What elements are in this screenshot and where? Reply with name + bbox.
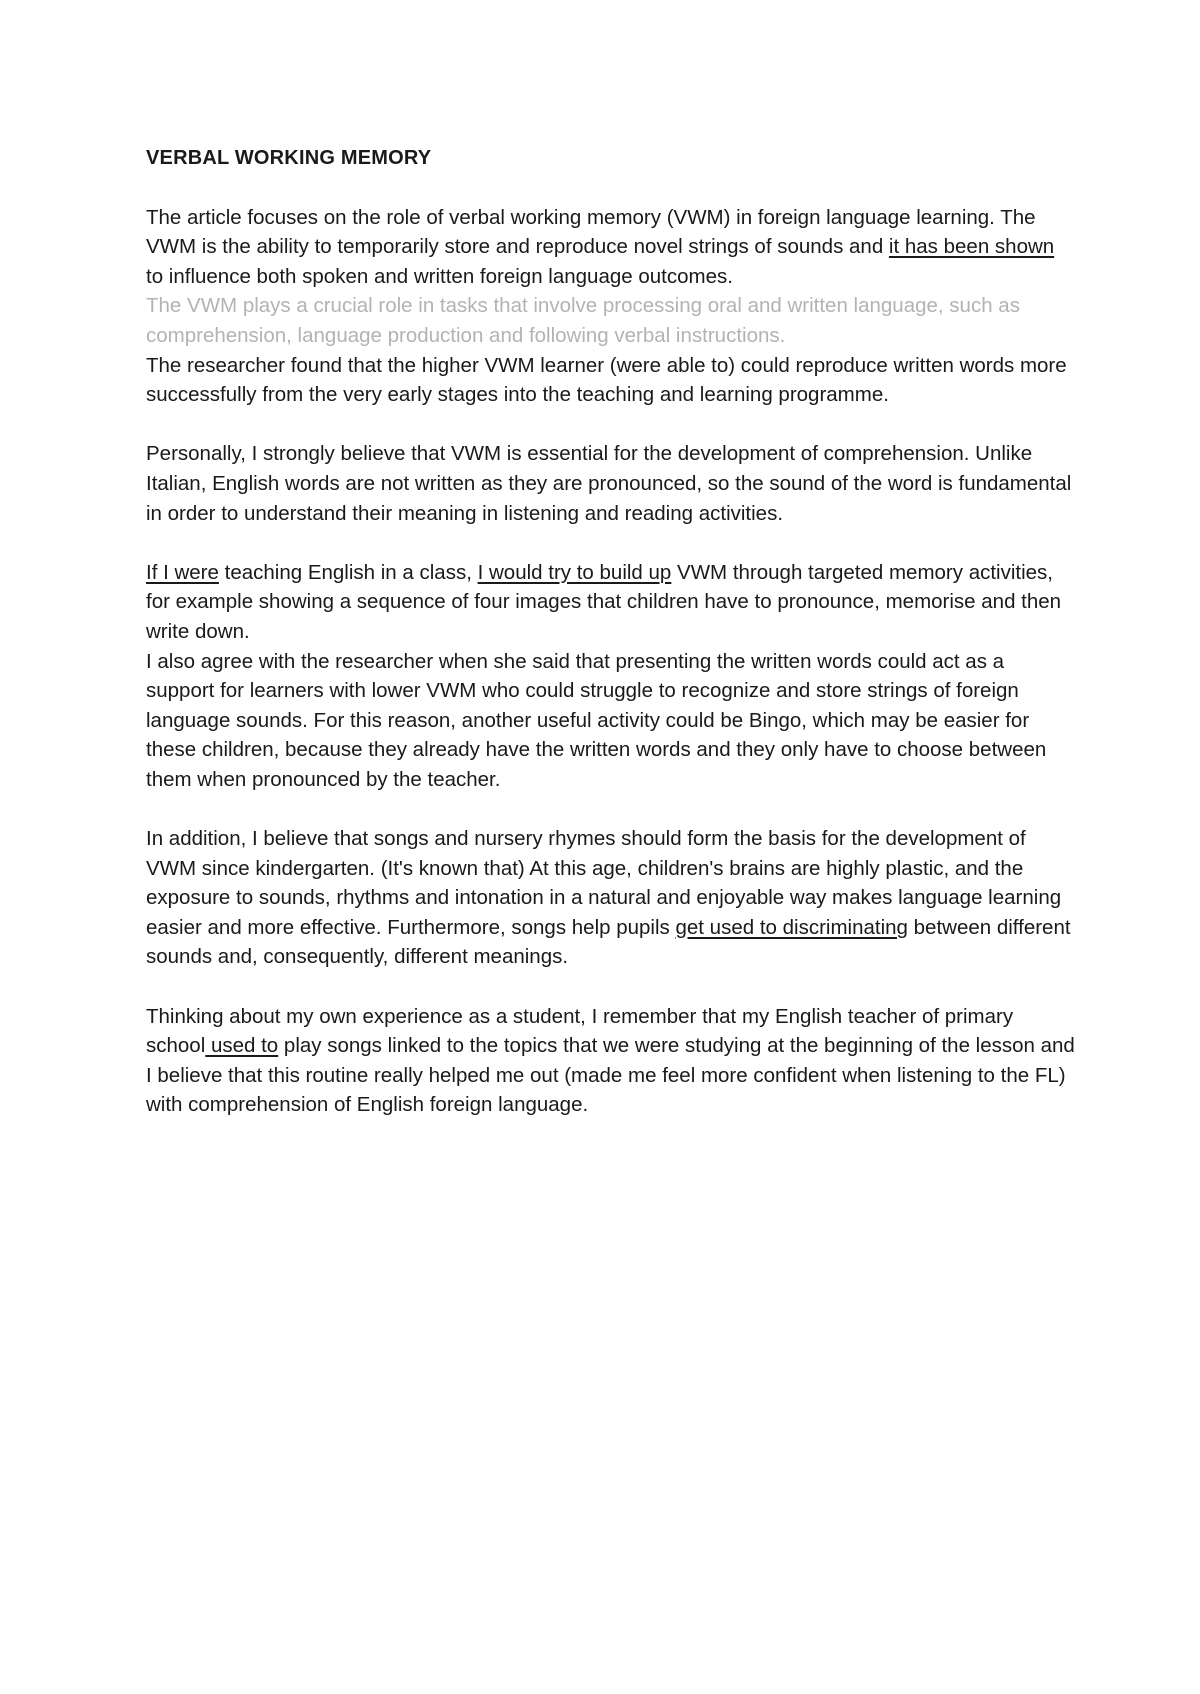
p3-underlined-phrase-2: I would try to build up bbox=[477, 560, 672, 584]
p3-text-a: teaching English in a class, bbox=[218, 560, 478, 584]
paragraph-1-continued: The researcher found that the higher VWM learner (were able to) could reproduce written words more successfully from the very early stages into the teaching and learning programme. bbox=[146, 353, 1067, 407]
paragraph-4 bbox=[146, 824, 1076, 972]
p4-text-b: between different sounds and, consequently, different meanings. bbox=[146, 915, 1071, 969]
paragraph-gap bbox=[146, 528, 1076, 558]
p4-text-a: In addition, I believe that songs and nursery rhymes should form the basis for the development of VWM since kindergarten. (It's known that) At this age, children's brains are highly plastic, and the exposure to sounds, rhythms and intonation in a natural and enjoyable way makes language learning easier and more effective. Furthermore, songs help pupils bbox=[146, 827, 1062, 939]
paragraph-1-faded-sentence: The VWM plays a crucial role in tasks that involve processing oral and written language, such as comprehension, language production and following verbal instructions. bbox=[146, 294, 1020, 347]
paragraph-gap bbox=[146, 410, 1076, 440]
p3-text-b: VWM through targeted memory activities, for example showing a sequence of four images that children have to pronounce, memorise and then write down. bbox=[146, 560, 1062, 643]
p1-text-b: to influence both spoken and written foreign language outcomes. bbox=[146, 264, 733, 288]
document-title: VERBAL WORKING MEMORY bbox=[146, 147, 432, 169]
p1-text-a: The article focuses on the role of verbal working memory (VWM) in foreign language learning. The VWM is the ability to temporarily store and reproduce novel strings of sounds and bbox=[146, 205, 1036, 259]
p1-underlined-phrase: it has been shown bbox=[888, 235, 1055, 259]
p5-underlined-phrase: used to bbox=[205, 1034, 279, 1058]
p5-text-a: Thinking about my own experience as a student, I remember that my English teacher of primary school bbox=[146, 1004, 1014, 1058]
paragraph-gap bbox=[146, 972, 1076, 1002]
paragraph-3 bbox=[146, 558, 1076, 647]
paragraph-2: Personally, I strongly believe that VWM is essential for the development of comprehension. Unlike Italian, English words are not written as they are pronounced, so the sound of the word is fundamental in order to understand their meaning in listening and reading activities. bbox=[146, 442, 1072, 525]
p3-underlined-phrase-1: If I were bbox=[146, 560, 219, 584]
p4-underlined-phrase: get used to discriminating bbox=[675, 915, 908, 939]
paragraph-gap bbox=[146, 794, 1076, 824]
paragraph-1 bbox=[146, 203, 1076, 292]
paragraph-5 bbox=[146, 1002, 1076, 1120]
document-body bbox=[146, 144, 1076, 1120]
paragraph-3-continued: I also agree with the researcher when she said that presenting the written words could act as a support for learners with lower VWM who could struggle to recognize and store strings of foreign language sounds. For this reason, another useful activity could be Bingo, which may be easier for these children, because they already have the written words and they only have to choose between them when pronounced by the teacher. bbox=[146, 649, 1047, 791]
p5-text-b: play songs linked to the topics that we were studying at the beginning of the lesson and I believe that this routine really helped me out (made me feel more confident when listening to the FL) with comprehension of English foreign language. bbox=[146, 1034, 1075, 1117]
